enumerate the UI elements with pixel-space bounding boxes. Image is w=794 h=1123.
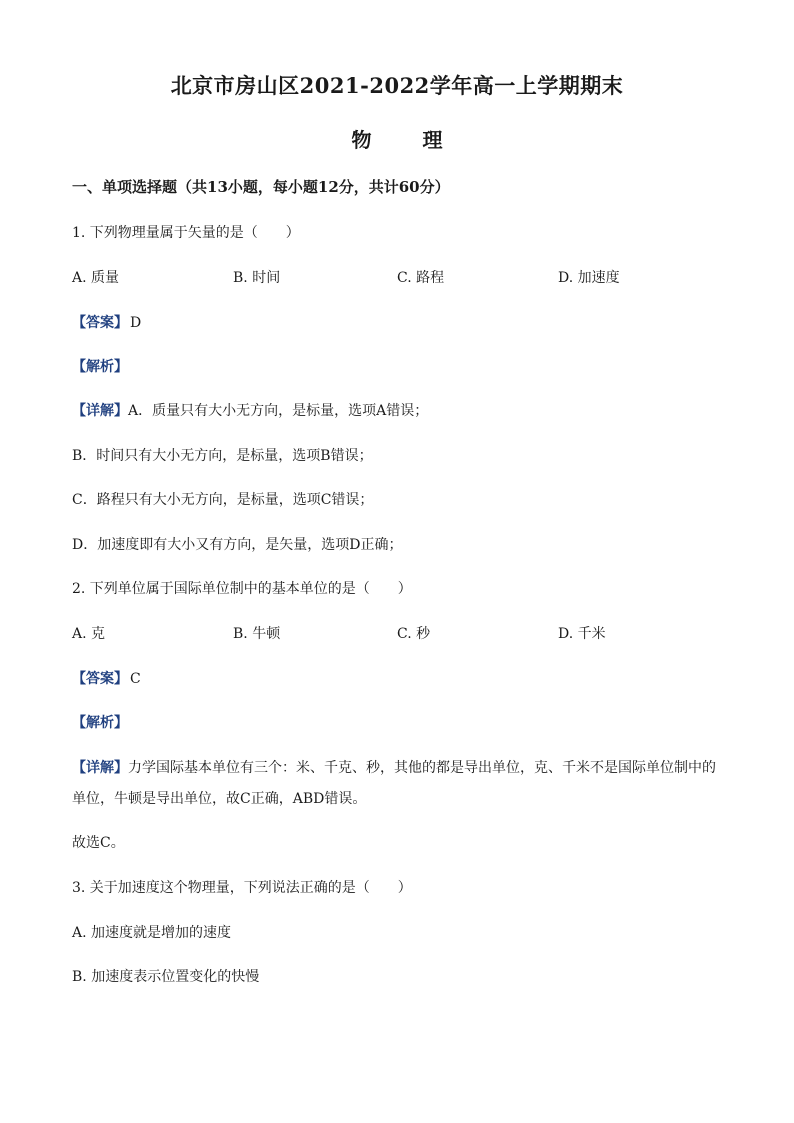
answer-tag: 【答案】	[72, 671, 128, 687]
q3-option-a: A. 加速度就是增加的速度	[72, 925, 232, 941]
q1-option-b: B. 时间	[233, 270, 281, 286]
q1-analysis	[72, 356, 128, 376]
q1-detail-line-3: C．路程只有大小无方向，是标量，选项C错误；	[72, 492, 374, 508]
q2-detail-line-1	[72, 757, 716, 777]
q2-option-b: B. 牛顿	[233, 626, 281, 642]
answer-value: D	[130, 315, 142, 331]
section-heading: 一、单项选择题（共13小题，每小题12分，共计60分）	[72, 178, 450, 196]
q1-detail-line-4: D．加速度即有大小又有方向，是矢量，选项D正确；	[72, 537, 403, 553]
q2-stem: 2. 下列单位属于国际单位制中的基本单位的是（ ）	[72, 581, 412, 597]
subject-heading	[0, 124, 794, 153]
answer-value: C	[130, 671, 141, 687]
q2-conclusion: 故选C。	[72, 835, 125, 851]
detail-text: A．质量只有大小无方向，是标量，选项A错误；	[128, 403, 429, 419]
detail-tag: 【详解】	[72, 403, 128, 419]
document-title: 北京市房山区2021-2022学年高一上学期期末	[170, 73, 624, 98]
answer-tag: 【答案】	[72, 315, 128, 331]
q1-option-c: C. 路程	[397, 270, 445, 286]
q1-detail-line-2: B．时间只有大小无方向，是标量，选项B错误；	[72, 448, 373, 464]
q2-analysis	[72, 712, 128, 732]
analysis-tag: 【解析】	[72, 715, 128, 731]
q2-detail-line-2: 单位，牛顿是导出单位，故C正确，ABD错误。	[72, 791, 367, 807]
q2-answer	[72, 668, 141, 688]
analysis-tag: 【解析】	[72, 359, 128, 375]
q1-stem: 1. 下列物理量属于矢量的是（ ）	[72, 225, 300, 241]
q3-option-b: B. 加速度表示位置变化的快慢	[72, 969, 260, 985]
q2-option-a: A. 克	[72, 626, 106, 642]
q1-detail-line-1	[72, 400, 428, 420]
subject-char-2: 理	[422, 128, 443, 152]
detail-tag: 【详解】	[72, 760, 128, 776]
q1-option-a: A. 质量	[72, 270, 120, 286]
subject-char-1: 物	[351, 128, 372, 152]
q2-option-d: D. 千米	[558, 626, 606, 642]
q3-stem: 3. 关于加速度这个物理量，下列说法正确的是（ ）	[72, 880, 412, 896]
detail-text: 力学国际基本单位有三个：米、千克、秒，其他的都是导出单位，克、千米不是国际单位制中的	[128, 760, 716, 776]
q1-option-d: D. 加速度	[558, 270, 620, 286]
q2-option-c: C. 秒	[397, 626, 431, 642]
q1-answer	[72, 312, 141, 332]
